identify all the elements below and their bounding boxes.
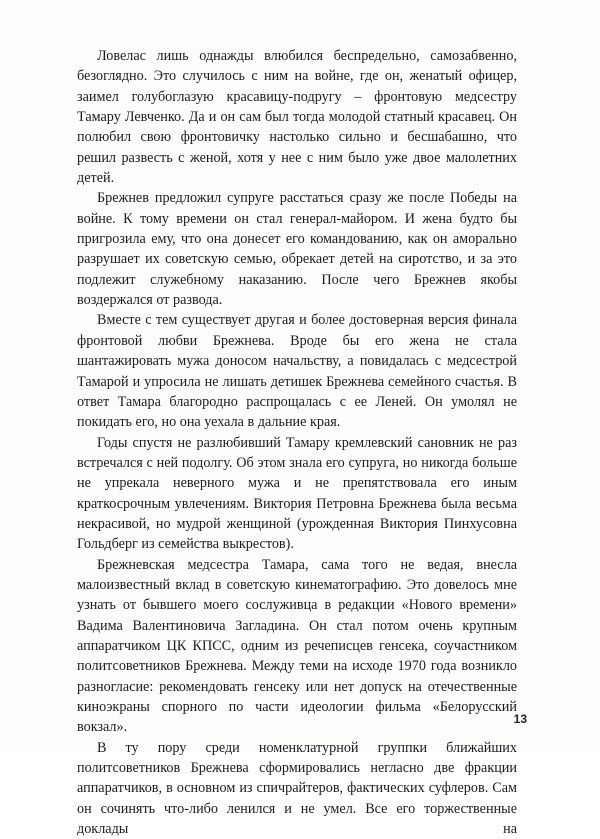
paragraph-4: Годы спустя не разлюбивший Тамару кремлевский сановник не раз встречался с ней подолгу. Об этом знала его супруга, но никогда больше не упрекала неверного мужа и не препятствовала его иным краткосрочным увлечениям. Виктория Петровна Брежнева была весьма некрасивой, но мудрой женщиной (урожденная Виктория Пинхусовна Гольдберг из семейства выкрестов). — [77, 434, 517, 553]
paragraph-5: Брежневская медсестра Тамара, сама того не ведая, внесла малоизвестный вклад в советскую кинематографию. Это довелось мне узнать от бывшего моего сослуживца в редакции «Нового времени» Вадима Валентиновича Загладина. Он стал потом очень крупным аппаратчиком ЦК КПСС, одним из речеписцев генсека, соучастником политсоветников Брежнева. Между теми на исходе 1970 года возникло разногласие: рекомендовать генсеку или нет допуск на отечественные киноэкраны спорного по части идеологии фильма «Белорусский вокзал». — [77, 556, 517, 736]
page-number: 13 — [513, 712, 527, 726]
paragraph-3: Вместе с тем существует другая и более достоверная версия финала фронтовой любви Брежнева. Вроде бы его жена не стала шантажировать мужа доносом начальству, а повидалась с медсестрой Тамарой и упросила не лишать детишек Брежнева семейного счастья. В ответ Тамара благородно распрощалась с ее Леней. Он умолял не покидать его, но она уехала в дальние края. — [77, 312, 517, 431]
body-text — [77, 46, 517, 839]
paragraph-6: В ту пору среди номенклатурной группки ближайших политсоветников Брежнева сформировались негласно две фракции аппаратчиков, в основном из спичрайтеров, фактических суфлеров. Сам он сочинять что-либо ленился и не умел. Все его торжественные доклады на — [77, 739, 517, 838]
paragraph-2: Брежнев предложил супруге расстаться сразу же после Победы на войне. К тому времени он стал генерал-майором. И жена будто бы пригрозила ему, что она донесет его командованию, как он аморально разрушает их советскую семью, обрекает детей на сиротство, и за это подлежит служебному наказанию. После чего Брежнев якобы воздержался от развода. — [77, 190, 517, 309]
paragraph-1: Ловелас лишь однажды влюбился беспредельно, самозабвенно, безоглядно. Это случилось с ним на войне, где он, женатый офицер, заимел голубоглазую красавицу-подругу – фронтовую медсестру Тамару Левченко. Да и он сам был тогда молодой статный красавец. Он полюбил свою фронтовичку настолько сильно и бесшабашно, что решил развесть с женой, хотя у нее с ним было уже двое малолетних детей. — [77, 48, 517, 187]
